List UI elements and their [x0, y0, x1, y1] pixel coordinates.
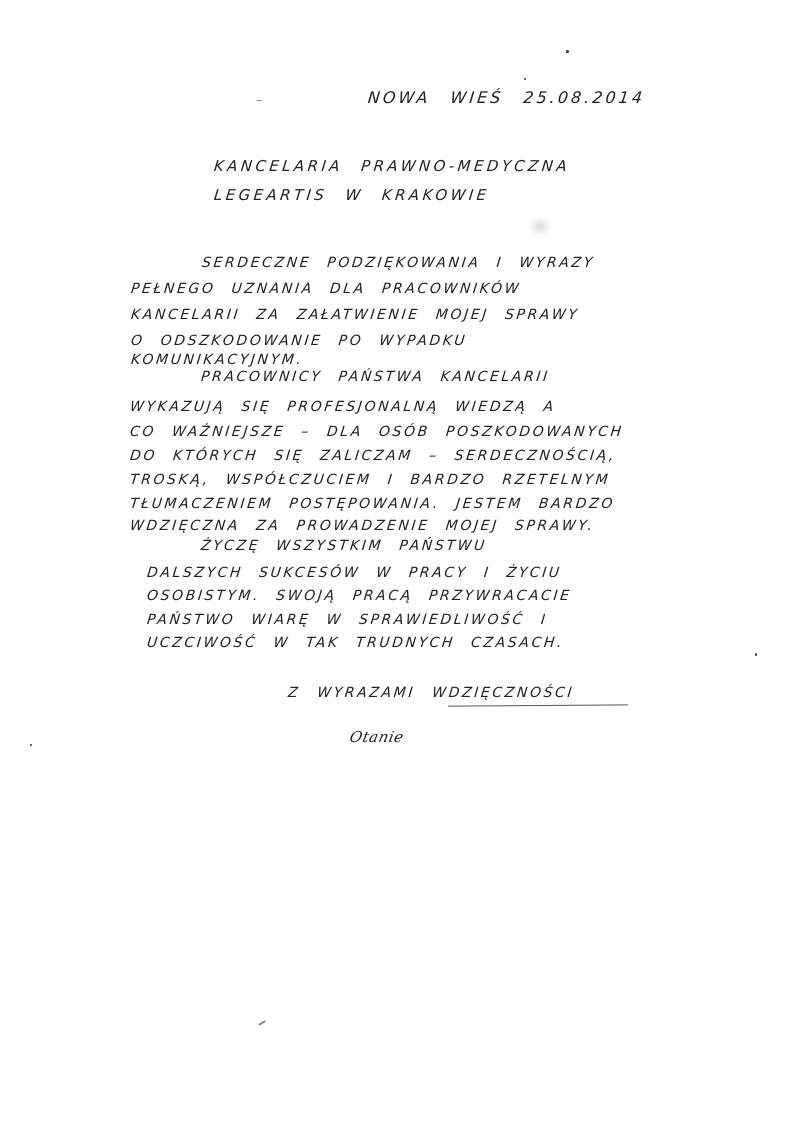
- scan-speck: [30, 744, 32, 746]
- body-line: CO WAŻNIEJSZE – DLA OSÓB POSZKODOWANYCH: [129, 424, 625, 440]
- letter-date: NOWA WIEŚ 25.08.2014: [367, 88, 647, 107]
- body-line: KANCELARII ZA ZAŁATWIENIE MOJEJ SPRAWY: [130, 307, 581, 323]
- body-line: TŁUMACZENIEM POSTĘPOWANIA. JESTEM BARDZO: [129, 496, 616, 512]
- scan-speck: [566, 50, 569, 53]
- body-line: DO KTÓRYCH SIĘ ZALICZAM – SERDECZNOŚCIĄ,: [129, 448, 617, 464]
- body-line: SERDECZNE PODZIĘKOWANIA I WYRAZY: [201, 255, 596, 271]
- body-line: PRACOWNICY PAŃSTWA KANCELARII: [200, 369, 551, 385]
- body-line: O ODSZKODOWANIE PO WYPADKU: [130, 333, 469, 349]
- addressee-line-2: LEGEARTIS W KRAKOWIE: [213, 186, 491, 204]
- body-line: ŻYCZĘ WSZYSTKIM PAŃSTWU: [200, 538, 488, 554]
- body-line: PAŃSTWO WIARĘ W SPRAWIEDLIWOŚĆ I: [146, 612, 549, 628]
- addressee-line-1: KANCELARIA PRAWNO-MEDYCZNA: [213, 157, 571, 175]
- body-line: OSOBISTYM. SWOJĄ PRACĄ PRZYWRACACIE: [146, 588, 573, 604]
- scan-speck: [524, 78, 526, 80]
- closing-underline: [448, 704, 628, 706]
- body-line: PEŁNEGO UZNANIA DLA PRACOWNIKÓW: [130, 281, 523, 297]
- body-line: DALSZYCH SUKCESÓW W PRACY I ŻYCIU: [146, 565, 563, 581]
- handwritten-signature: Otanie: [348, 728, 406, 746]
- closing-phrase: Z WYRAZAMI WDZIĘCZNOŚCI: [287, 685, 576, 701]
- scan-speck: [258, 1020, 266, 1026]
- body-line: WDZIĘCZNA ZA PROWADZENIE MOJEJ SPRAWY.: [129, 518, 596, 534]
- body-line: WYKAZUJĄ SIĘ PROFESJONALNĄ WIEDZĄ A: [129, 399, 557, 415]
- scan-speck: [755, 653, 757, 656]
- body-line: UCZCIWOŚĆ W TAK TRUDNYCH CZASACH.: [146, 635, 565, 651]
- body-line: KOMUNIKACYJNYM.: [130, 352, 305, 368]
- scan-speck: [256, 100, 262, 101]
- scan-smudge: [525, 218, 555, 234]
- body-line: TROSKĄ, WSPÓŁCZUCIEM I BARDZO RZETELNYM: [129, 472, 612, 488]
